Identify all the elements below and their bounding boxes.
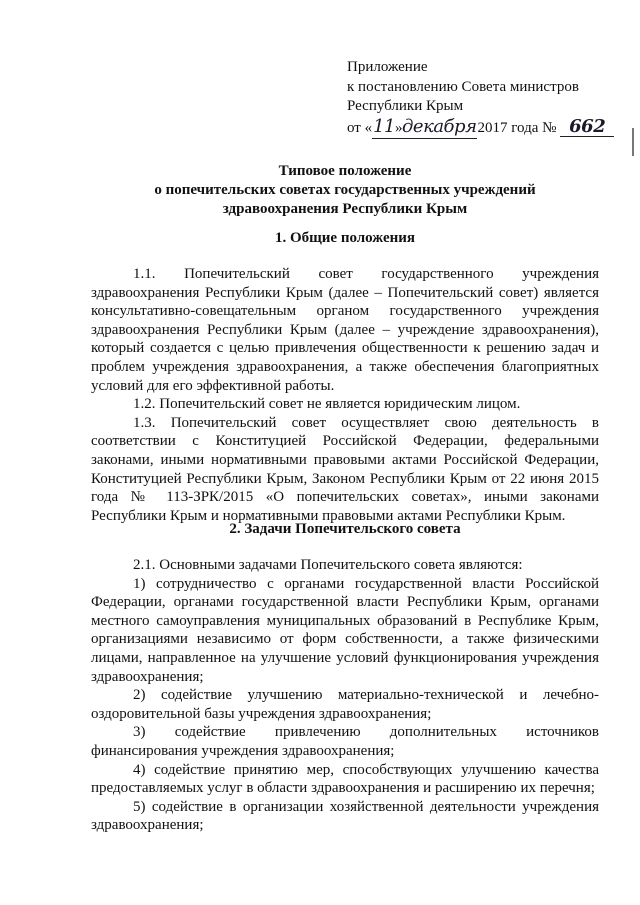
paragraph-1-1: 1.1. Попечительский совет государственного учреждения здравоохранения Республики Крым (далее – Попечительский совет) является консультативно-совещательным органом государственного учреждения здравоохранения Республики Крым (далее – учреждение здравоохранения), который создается с целью привлечения общественности к решению задач и проблем учреждения здравоохранения, а также обеспечения благоприятных условий для его эффективной работы. [91,266,599,394]
paragraph-2-1: 2.1. Основными задачами Попечительского совета являются: [133,557,523,573]
date-mid: » [395,119,403,136]
paragraph-1-3: 1.3. Попечительский совет осуществляет свою деятельность в соответствии с Конституцией Российской Федерации, федеральными законами, иными нормативными правовыми актами Российской Федерации, Конституцией Республики Крым, Законом Республики Крым от 22 июня 2015 года № 113-ЗРК/2015 «О попечительских советах», иными законами Республики Крым и нормативными правовыми актами Республики Крым. [91,414,599,524]
section-2-heading: 2. Задачи Попечительского совета [229,521,461,537]
paragraph-1-2: 1.2. Попечительский совет не является юридическим лицом. [133,396,521,413]
handwritten-doc-number: 662 [560,117,614,138]
annex-line-3: Республики Крым [347,98,464,114]
date-prefix: от « [347,119,373,136]
title-line-1: Типовое положение [278,163,412,179]
annex-line-1: Приложение [347,59,428,75]
paragraph-2-item-5: 5) содействие в организации хозяйственной деятельности учреждения здравоохранения; [91,798,599,834]
paragraph-2-item-1: 1) сотрудничество с органами государственной власти Российской Федерации, органами государственной власти Республики Крым, органами местного самоуправления муниципальных образований в Республике Крым, организациями независимо от форм собственности, а также физическими лицами, направленное на улучшение условий функционирования учреждения здравоохранения; [91,575,599,685]
title-line-3: здравоохранения Республики Крым [222,201,468,217]
section-2-body [91,556,599,835]
date-month: декабря [402,115,477,137]
scan-edge-mark [632,128,634,156]
section-1-heading: 1. Общие положения [274,230,416,246]
annex-line-2: к постановлению Совета министров [347,78,579,95]
paragraph-2-item-3: 3) содействие привлечению дополнительных источников финансирования учреждения здравоохранения; [91,724,599,759]
paragraph-2-item-2: 2) содействие улучшению материально-технической и лечебно-оздоровительной базы учреждения здравоохранения; [91,687,599,722]
title-line-2: о попечительских советах государственных учреждений [154,182,536,198]
handwritten-date [372,117,477,140]
annex-date-line [347,117,637,140]
document-title [90,162,600,219]
date-year: 2017 года № [477,119,557,136]
date-day: 11 [373,115,396,137]
section-1-body [91,265,599,525]
annex-block [347,58,637,139]
paragraph-2-item-4: 4) содействие принятию мер, способствующих улучшению качества предоставляемых услуг в области здравоохранения и расширению их перечня; [91,761,599,797]
